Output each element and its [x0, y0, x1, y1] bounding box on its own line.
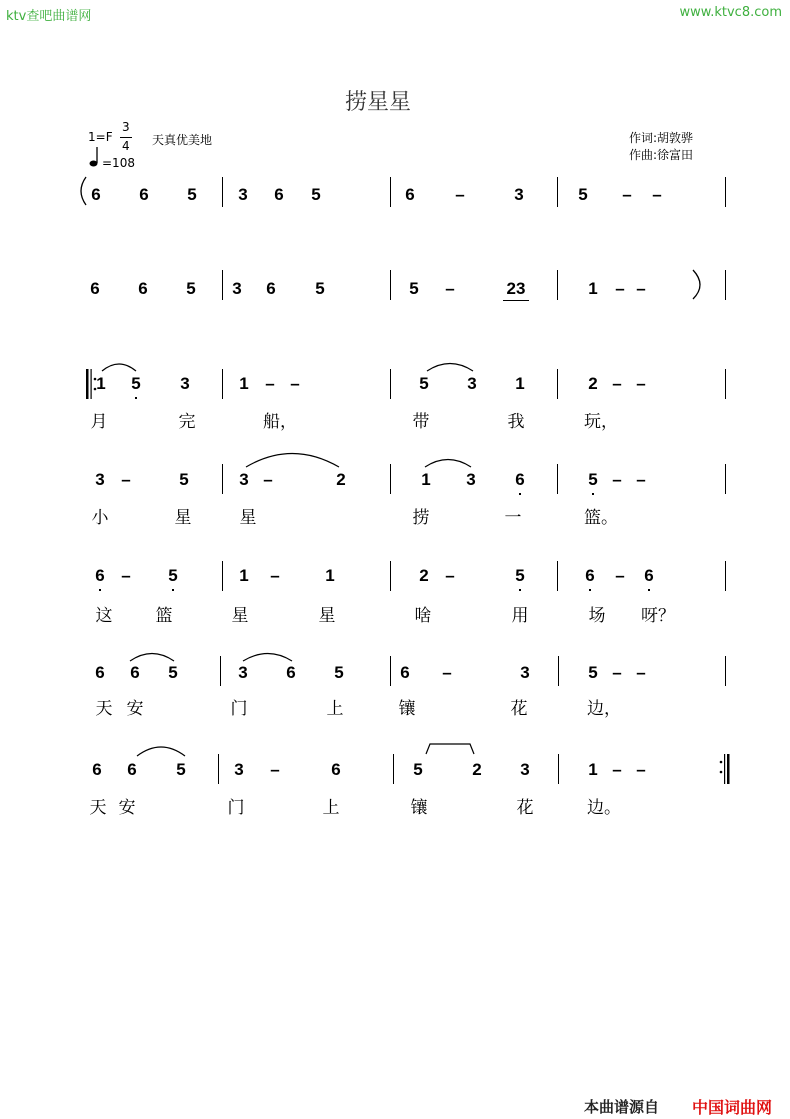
- dash-note: –: [612, 374, 622, 393]
- slur: [137, 747, 185, 756]
- lyricist-credit: 作词:胡敦骅: [629, 131, 694, 145]
- note: 6: [644, 566, 654, 585]
- dash-note: –: [652, 185, 662, 204]
- note: 5: [131, 374, 141, 393]
- dash-note: –: [615, 566, 625, 585]
- note: 6: [90, 279, 100, 298]
- slur: [102, 364, 136, 371]
- slur: [246, 454, 339, 468]
- dash-note: –: [612, 663, 622, 682]
- key-signature: 1=F: [88, 130, 113, 144]
- dash-note: –: [270, 566, 280, 585]
- lyric: 这: [95, 606, 113, 626]
- note: 3: [234, 760, 244, 779]
- time-signature-bottom: 4: [122, 139, 130, 153]
- lyric: 小: [91, 508, 109, 528]
- dash-note: –: [636, 374, 646, 393]
- lyric: 星: [231, 606, 249, 626]
- lyric: 天: [95, 699, 113, 719]
- watermark-left: ktv查吧曲谱网: [6, 9, 92, 24]
- tie-bracket: [426, 744, 474, 754]
- lyric: 月: [90, 412, 108, 432]
- tempo-marking: =108: [102, 156, 135, 170]
- lyric: 上: [322, 798, 340, 818]
- note: 5: [168, 663, 178, 682]
- note: 5: [176, 760, 186, 779]
- slur: [425, 460, 471, 468]
- watermark-right: www.ktvc8.com: [679, 5, 782, 20]
- lyric: 场: [588, 606, 606, 626]
- note: 3: [238, 185, 248, 204]
- expression-mark: 天真优美地: [152, 133, 213, 147]
- lyric: 门: [227, 798, 245, 818]
- dash-note: –: [121, 566, 131, 585]
- source-site-link[interactable]: 中国词曲网: [692, 1098, 773, 1117]
- note: 6: [130, 663, 140, 682]
- lyric: 安: [118, 798, 136, 818]
- dash-note: –: [612, 760, 622, 779]
- lyric: 安: [126, 699, 144, 719]
- note: 6: [95, 663, 105, 682]
- note: 1: [239, 374, 249, 393]
- note: 1: [96, 374, 106, 393]
- note: 5: [311, 185, 321, 204]
- lyric: 船，: [263, 412, 297, 432]
- lyric: 边，: [587, 699, 621, 719]
- repeat-start-sign: [86, 369, 96, 399]
- dash-note: –: [612, 470, 622, 489]
- dash-note: –: [445, 279, 455, 298]
- lyric: 边。: [587, 798, 621, 818]
- note: 5: [578, 185, 588, 204]
- note: 1: [239, 566, 249, 585]
- note: 3: [180, 374, 190, 393]
- note: 1: [421, 470, 431, 489]
- lyric: 玩，: [584, 412, 618, 432]
- lyric: 篮。: [584, 508, 618, 528]
- lyric: 上: [326, 699, 344, 719]
- note: 5: [588, 663, 598, 682]
- note: 6: [405, 185, 415, 204]
- note: 3: [95, 470, 105, 489]
- lyric: 星: [174, 508, 192, 528]
- lyric: 花: [510, 699, 528, 719]
- lyric: 镶: [398, 699, 416, 719]
- phrase-bracket-open: [81, 177, 86, 205]
- lyric: 镶: [410, 798, 428, 818]
- lyric: 啥: [414, 606, 432, 626]
- dash-note: –: [636, 279, 646, 298]
- note: 6: [286, 663, 296, 682]
- lyric: 篮: [155, 606, 173, 626]
- slur: [243, 654, 292, 662]
- lyric: 捞: [412, 508, 430, 528]
- note: 5: [334, 663, 344, 682]
- lyric: 星: [318, 606, 336, 626]
- note: 5: [419, 374, 429, 393]
- note: 5: [413, 760, 423, 779]
- dash-note: –: [636, 663, 646, 682]
- note: 3: [232, 279, 242, 298]
- lyric: 门: [230, 699, 248, 719]
- lyric: 星: [239, 508, 257, 528]
- note: 5: [179, 470, 189, 489]
- repeat-end-sign: [720, 754, 730, 784]
- dash-note: –: [636, 760, 646, 779]
- note: 3: [239, 470, 249, 489]
- note: 6: [585, 566, 595, 585]
- dash-note: –: [615, 279, 625, 298]
- note: 3: [238, 663, 248, 682]
- note: 5: [515, 566, 525, 585]
- note: 6: [92, 760, 102, 779]
- note: 1: [325, 566, 335, 585]
- slur: [427, 364, 473, 372]
- dash-note: –: [263, 470, 273, 489]
- note: 2: [419, 566, 429, 585]
- note: 5: [168, 566, 178, 585]
- note: 3: [520, 760, 530, 779]
- note: 5: [588, 470, 598, 489]
- dash-note: –: [121, 470, 131, 489]
- note: 6: [331, 760, 341, 779]
- lyric: 我: [507, 412, 525, 432]
- dash-note: –: [270, 760, 280, 779]
- note: 6: [138, 279, 148, 298]
- slur: [130, 654, 174, 662]
- dash-note: –: [445, 566, 455, 585]
- lyric: 一: [504, 508, 522, 528]
- note: 1: [588, 279, 598, 298]
- note: 5: [186, 279, 196, 298]
- note: 2: [472, 760, 482, 779]
- song-title: 捞星星: [345, 90, 412, 115]
- dash-note: –: [622, 185, 632, 204]
- note: 6: [274, 185, 284, 204]
- note: 5: [187, 185, 197, 204]
- note: 6: [515, 470, 525, 489]
- dash-note: –: [442, 663, 452, 682]
- note: 6: [139, 185, 149, 204]
- note: 3: [514, 185, 524, 204]
- lyric: 花: [516, 798, 534, 818]
- dash-note: –: [265, 374, 275, 393]
- note: 1: [515, 374, 525, 393]
- note: 2: [336, 470, 346, 489]
- lyric: 呀？: [641, 606, 675, 626]
- composer-credit: 作曲:徐富田: [629, 148, 694, 162]
- note: 3: [467, 374, 477, 393]
- lyric: 用: [511, 606, 529, 626]
- note: 3: [466, 470, 476, 489]
- dash-note: –: [455, 185, 465, 204]
- lyric: 带: [412, 412, 430, 432]
- note: 6: [127, 760, 137, 779]
- dash-note: –: [290, 374, 300, 393]
- note: 6: [400, 663, 410, 682]
- note: 23: [506, 279, 526, 298]
- lyric: 天: [89, 798, 107, 818]
- note: 6: [266, 279, 276, 298]
- note: 2: [588, 374, 598, 393]
- time-signature-top: 3: [122, 120, 130, 134]
- note: 5: [315, 279, 325, 298]
- phrase-bracket-close: [693, 270, 700, 299]
- note: 3: [520, 663, 530, 682]
- lyric: 完: [178, 412, 196, 432]
- note: 1: [588, 760, 598, 779]
- note: 5: [409, 279, 419, 298]
- dash-note: –: [636, 470, 646, 489]
- note: 6: [95, 566, 105, 585]
- source-label: 本曲谱源自: [584, 1098, 660, 1116]
- note: 6: [91, 185, 101, 204]
